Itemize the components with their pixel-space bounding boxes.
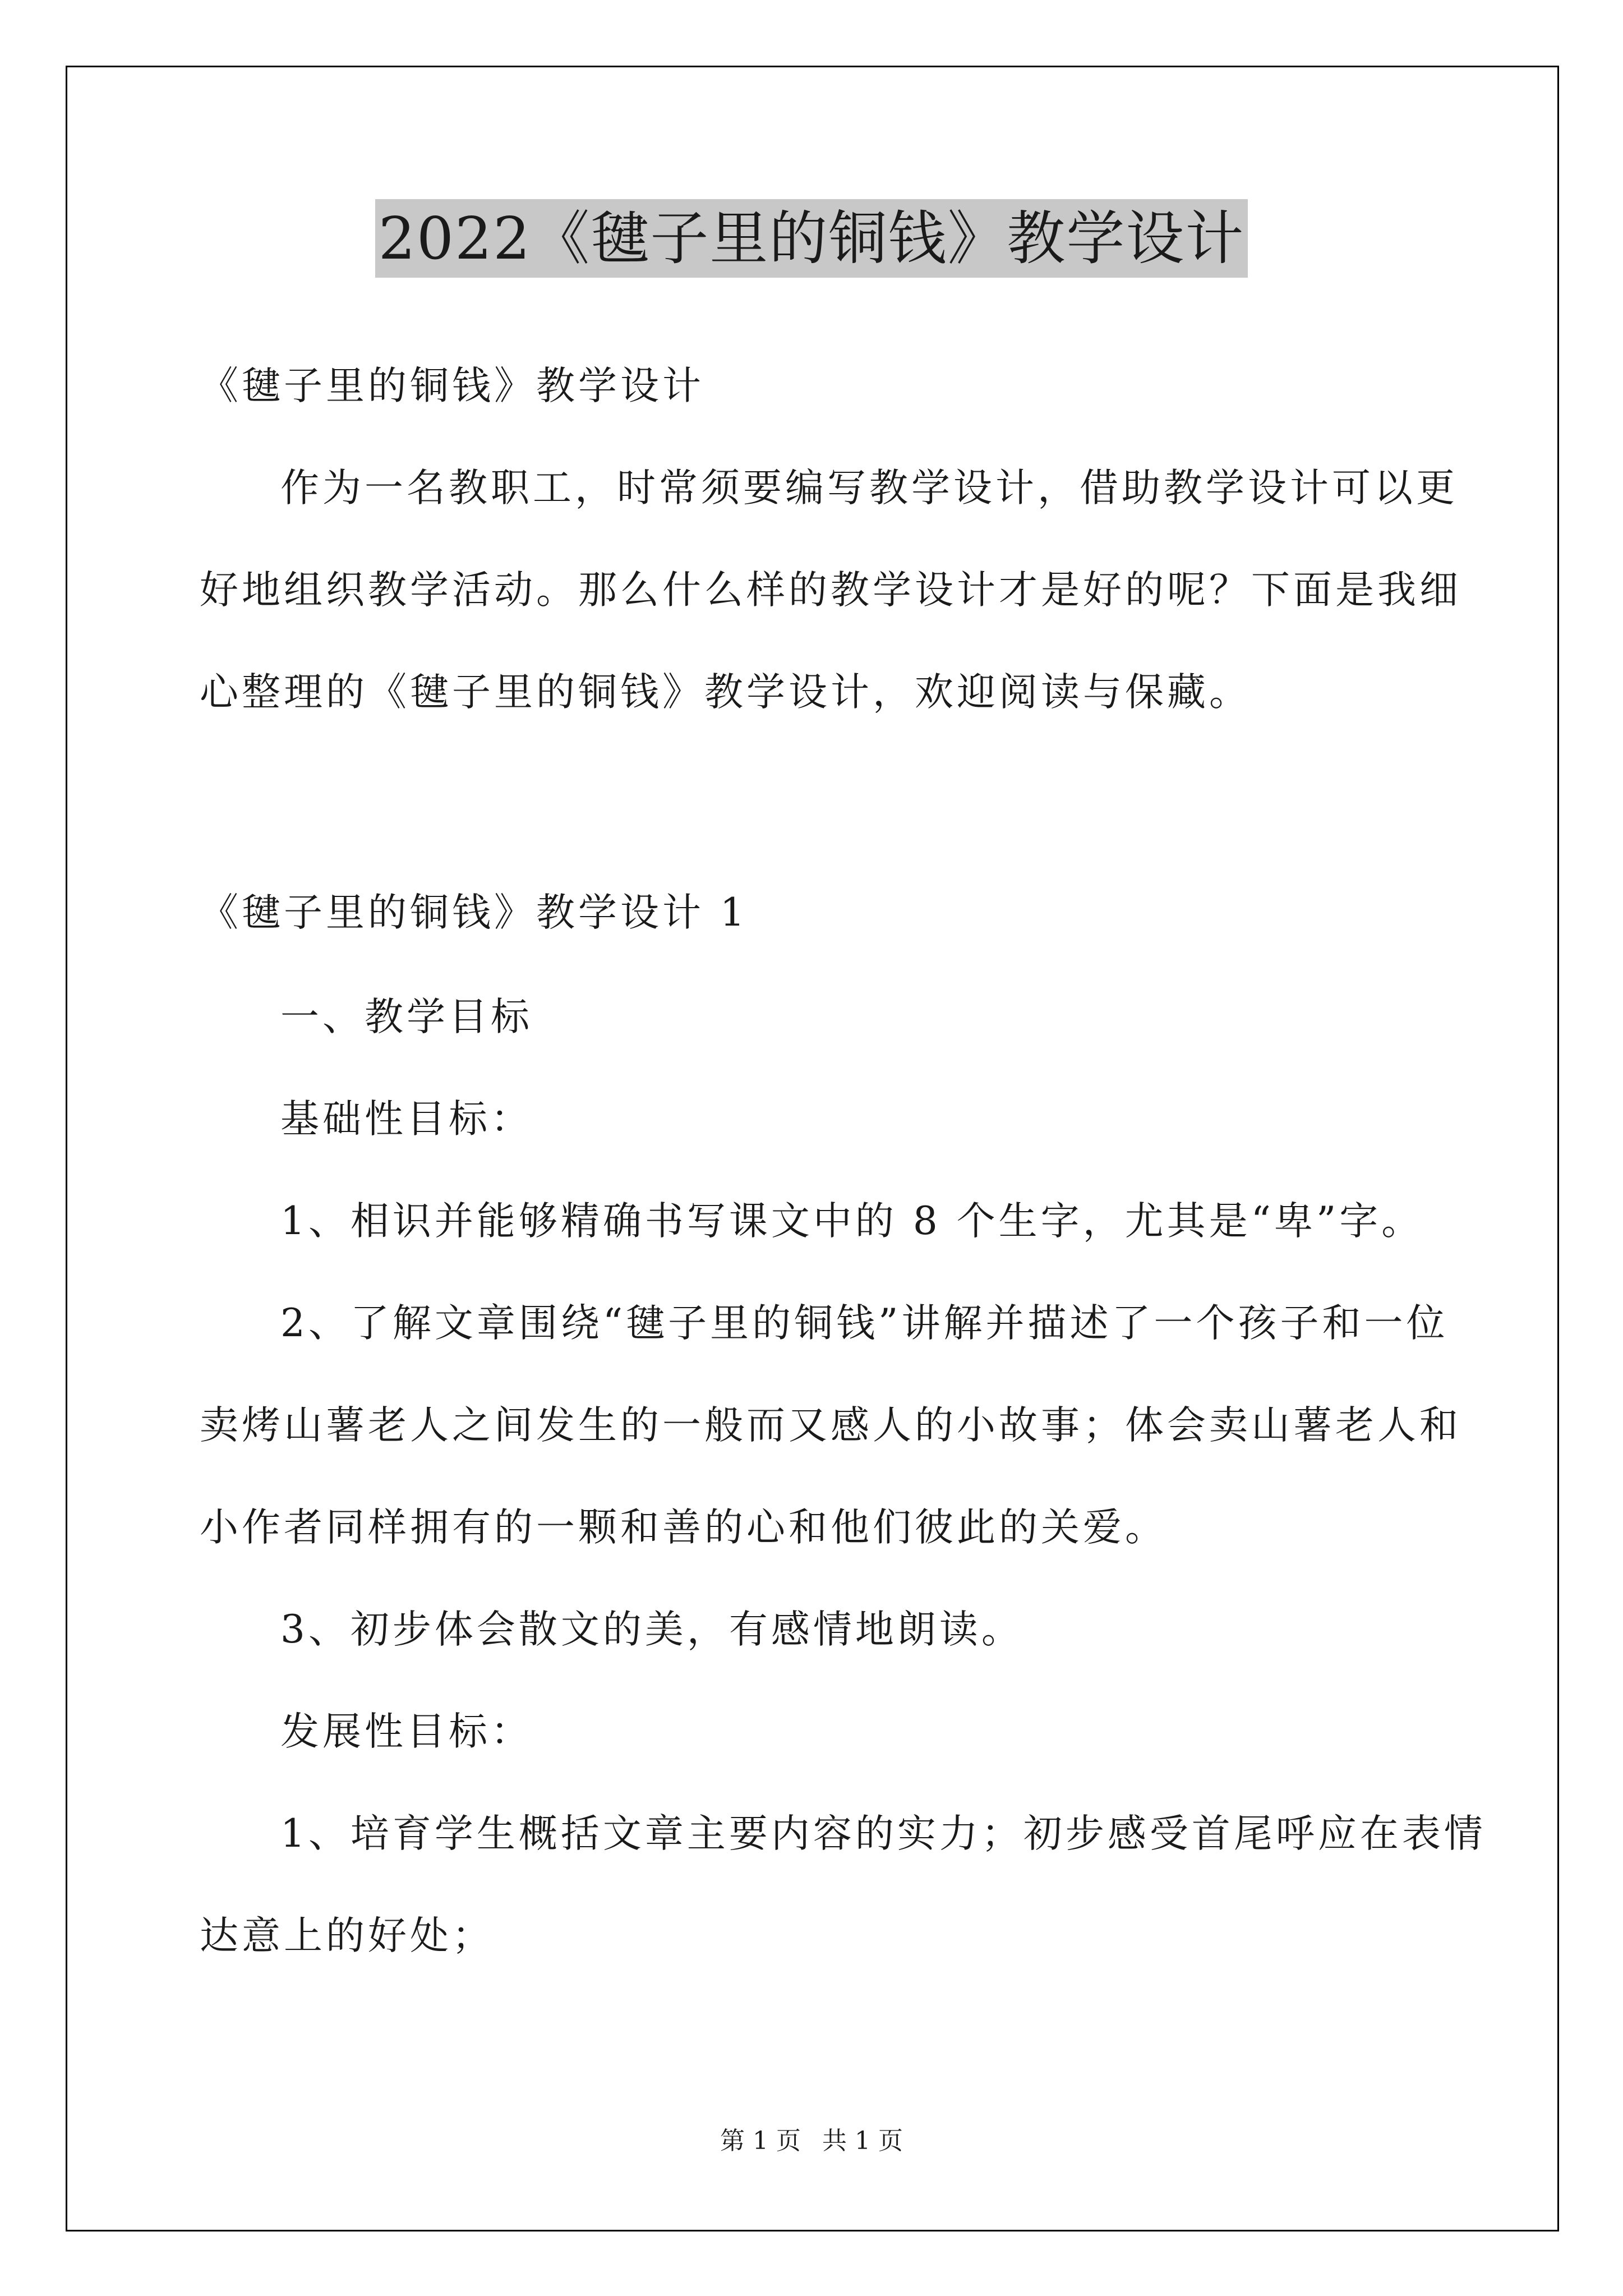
page-footer — [0, 2124, 1623, 2158]
paragraph-line: 达意上的好处； — [200, 1913, 494, 1958]
page-total: 共 1 页 — [822, 2127, 903, 2155]
title-wrap — [0, 199, 1623, 278]
paragraph-line: 1、培育学生概括文章主要内容的实力；初步感受首尾呼应在表情 — [280, 1811, 1486, 1856]
paragraph-line: 作为一名教职工，时常须要编写教学设计，借助教学设计可以更 — [280, 466, 1458, 510]
subtitle-line: 《毽子里的铜钱》教学设计 — [200, 364, 704, 408]
paragraph-line: 小作者同样拥有的一颗和善的心和他们彼此的关爱。 — [200, 1505, 1167, 1550]
section-heading: 《毽子里的铜钱》教学设计 1 — [200, 890, 748, 935]
paragraph-line: 2、了解文章围绕“毽子里的铜钱”讲解并描述了一个孩子和一位 — [280, 1301, 1449, 1346]
heading-line: 基础性目标： — [280, 1097, 533, 1142]
paragraph-line: 3、初步体会散文的美，有感情地朗读。 — [280, 1607, 1023, 1652]
paragraph-line: 1、相识并能够精确书写课文中的 8 个生字，尤其是“卑”字。 — [280, 1199, 1424, 1244]
paragraph-line: 心整理的《毽子里的铜钱》教学设计，欢迎阅读与保藏。 — [200, 670, 1251, 715]
document-title: 2022《毽子里的铜钱》教学设计 — [375, 199, 1248, 278]
heading-line: 一、教学目标 — [280, 995, 533, 1039]
heading-line: 发展性目标： — [280, 1709, 533, 1754]
page-number: 第 1 页 — [720, 2127, 801, 2155]
paragraph-line: 好地组织教学活动。那么什么样的教学设计才是好的呢？下面是我细 — [200, 568, 1461, 613]
paragraph-line: 卖烤山薯老人之间发生的一般而又感人的小故事；体会卖山薯老人和 — [200, 1403, 1461, 1448]
